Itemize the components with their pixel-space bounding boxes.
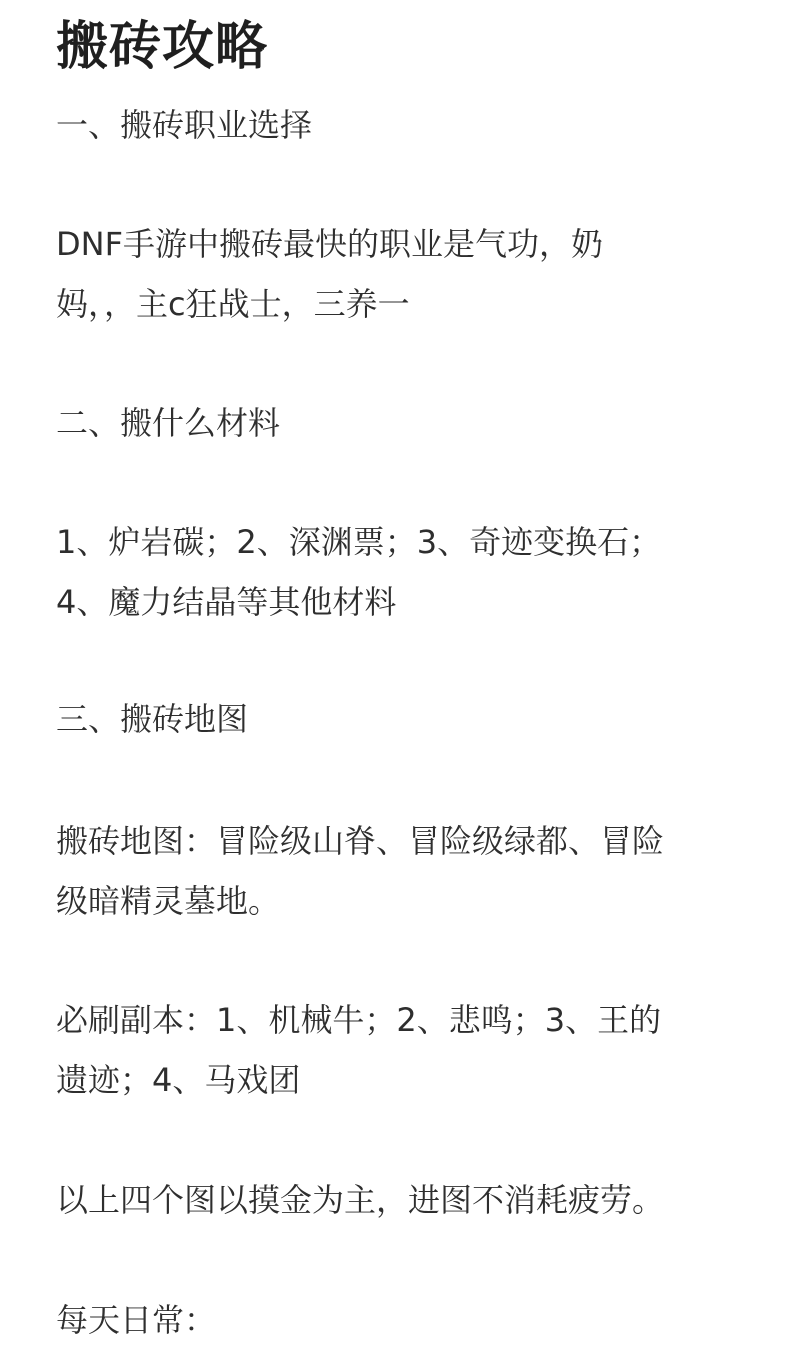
section-2-paragraph-line-1: 1、炉岩碳；2、深渊票；3、奇迹变换石；: [56, 523, 662, 561]
map-paragraph-line-2: 级暗精灵墓地。: [56, 882, 281, 920]
section-2-paragraph-line-2: 4、魔力结晶等其他材料: [56, 583, 397, 621]
section-1-paragraph-line-1: DNF手游中搬砖最快的职业是气功，奶: [56, 225, 603, 263]
dungeon-paragraph-line-1: 必刷副本：1、机械牛；2、悲鸣；3、王的: [56, 1001, 662, 1039]
daily-paragraph: 每天日常：: [56, 1301, 217, 1339]
section-1-paragraph-line-2: 妈，，主c狂战士，三养一: [56, 285, 410, 323]
section-heading-1: 一、搬砖职业选择: [56, 106, 313, 144]
dungeon-paragraph-line-2: 遗迹；4、马戏团: [56, 1061, 301, 1099]
section-heading-2: 二、搬什么材料: [56, 404, 281, 442]
map-paragraph-line-1: 搬砖地图：冒险级山脊、冒险级绿都、冒险: [56, 822, 665, 860]
fatigue-paragraph: 以上四个图以摸金为主，进图不消耗疲劳。: [56, 1181, 665, 1219]
section-heading-3: 三、搬砖地图: [56, 700, 249, 738]
article-title: 搬砖攻略: [56, 17, 269, 77]
